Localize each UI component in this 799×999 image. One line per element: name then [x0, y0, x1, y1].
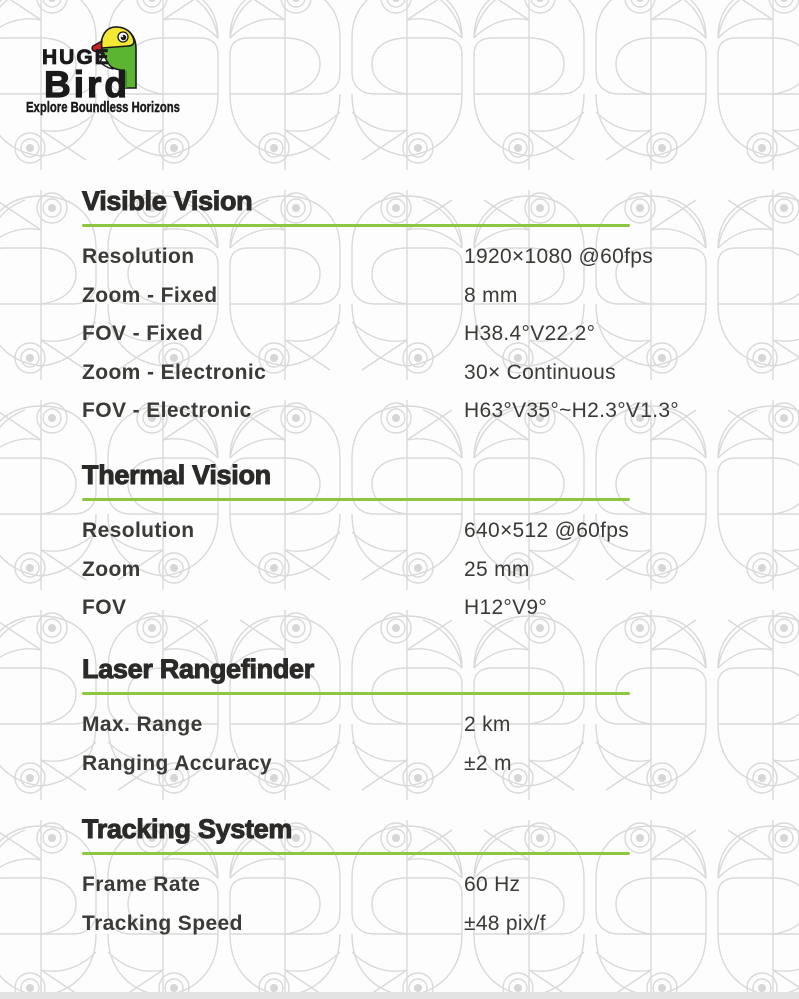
spec-label: Max. Range	[82, 713, 203, 737]
section-underline	[82, 692, 630, 695]
section-visible-vision	[82, 186, 712, 431]
spec-value: H12°V9°	[464, 596, 548, 620]
spec-label: Ranging Accuracy	[82, 751, 273, 775]
section-title: Tracking System	[82, 814, 293, 844]
spec-value: 640×512 @60fps	[464, 519, 630, 543]
spec-value: 1920×1080 @60fps	[464, 245, 654, 269]
spec-rows	[82, 512, 712, 628]
spec-rows	[82, 706, 712, 783]
section-underline	[82, 224, 630, 227]
brand-logo	[26, 10, 180, 120]
spec-rows	[82, 866, 712, 943]
spec-label: Zoom - Fixed	[82, 283, 218, 307]
spec-label: FOV - Fixed	[82, 322, 204, 346]
spec-value: H63°V35°~H2.3°V1.3°	[464, 399, 680, 423]
table-row	[82, 277, 712, 316]
section-title: Visible Vision	[82, 186, 253, 216]
table-row	[82, 706, 712, 745]
section-laser-rangefinder	[82, 654, 712, 783]
spec-label: Zoom	[82, 557, 141, 581]
spec-value: 2 km	[464, 713, 511, 737]
table-row	[82, 866, 712, 905]
section-title: Thermal Vision	[82, 460, 271, 490]
table-row	[82, 392, 712, 431]
spec-value: 25 mm	[464, 557, 530, 581]
bottom-edge-strip	[0, 992, 799, 999]
table-row	[82, 238, 712, 277]
table-row	[82, 745, 712, 784]
section-underline	[82, 498, 630, 501]
section-title: Laser Rangefinder	[82, 654, 314, 684]
spec-value: 8 mm	[464, 283, 518, 307]
spec-rows	[82, 238, 712, 431]
spec-label: Resolution	[82, 519, 195, 543]
spec-value: 60 Hz	[464, 873, 521, 897]
brand-name-bottom: Bird	[44, 64, 130, 105]
spec-label: Resolution	[82, 245, 195, 269]
table-row	[82, 551, 712, 590]
table-row	[82, 354, 712, 393]
brand-tagline: Explore Boundless Horizons	[26, 100, 180, 116]
table-row	[82, 905, 712, 944]
section-thermal-vision	[82, 460, 712, 628]
section-tracking-system	[82, 814, 712, 943]
section-underline	[82, 852, 630, 855]
spec-value: ±2 m	[464, 751, 512, 775]
table-row	[82, 589, 712, 628]
spec-label: FOV	[82, 596, 127, 620]
table-row	[82, 315, 712, 354]
spec-label: Frame Rate	[82, 873, 201, 897]
spec-value: ±48 pix/f	[464, 911, 546, 935]
spec-label: FOV - Electronic	[82, 399, 252, 423]
spec-label: Tracking Speed	[82, 911, 243, 935]
table-row	[82, 512, 712, 551]
brand-name-top: HUGE	[42, 46, 111, 69]
spec-value: H38.4°V22.2°	[464, 322, 596, 346]
spec-value: 30× Continuous	[464, 360, 616, 384]
spec-label: Zoom - Electronic	[82, 360, 267, 384]
